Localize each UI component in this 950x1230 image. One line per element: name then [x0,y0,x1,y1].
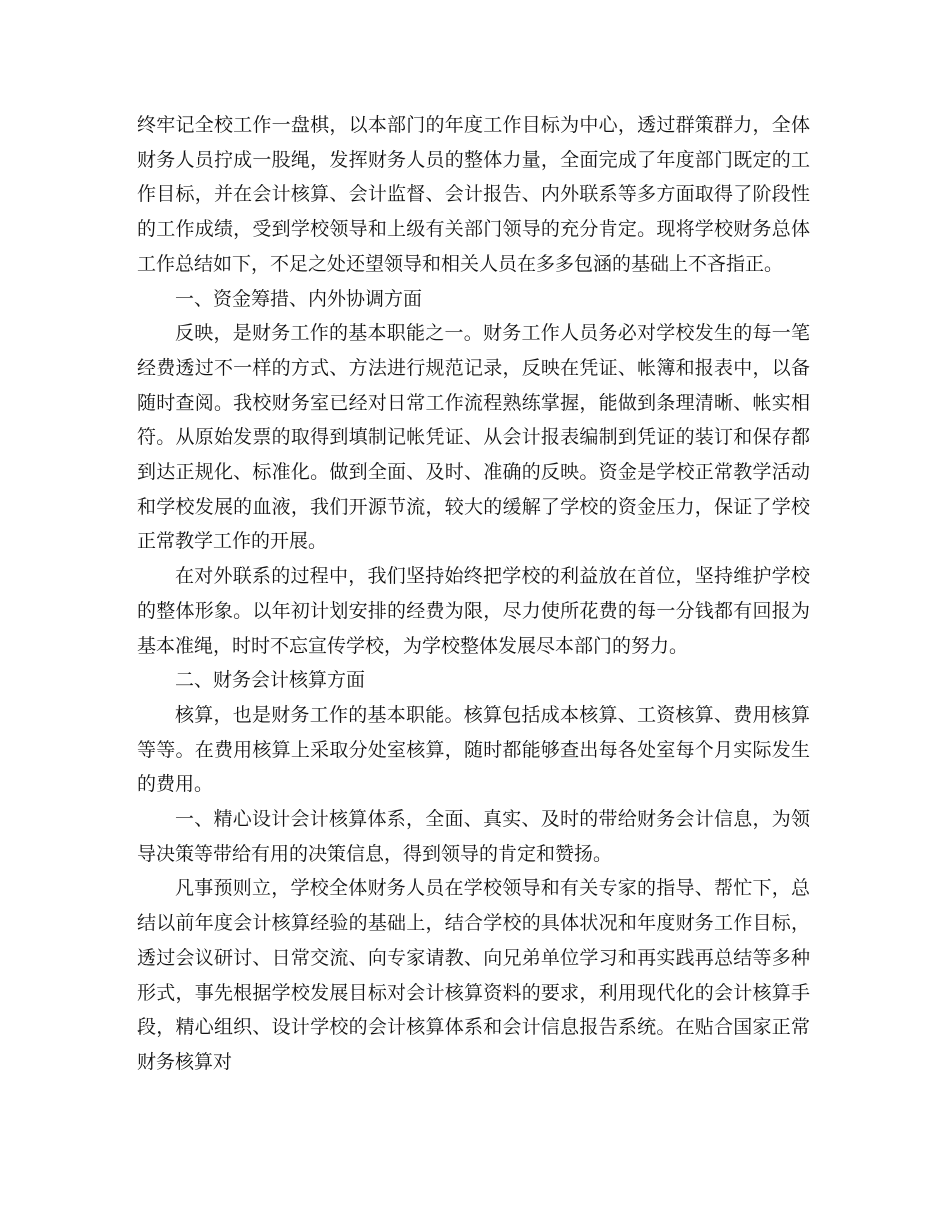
document-body [137,108,810,1080]
section-heading-funding: 一、资金筹措、内外协调方面 [175,287,423,310]
paragraph-reflection: 反映，是财务工作的基本职能之一。财务工作人员务必对学校发生的每一笔经费透过不一样的方式、方法进行规范记录，反映在凭证、帐簿和报表中，以备随时查阅。我校财务室已经对日常工作流程熟练掌握，能做到条理清晰、帐实相符。从原始发票的取得到填制记帐凭证、从会计报表编制到凭证的装订和保存都到达正规化、标准化。做到全面、及时、准确的反映。资金是学校正常教学活动和学校发展的血液，我们开源节流，较大的缓解了学校的资金压力，保证了学校正常教学工作的开展。 [137,322,810,553]
paragraph-accounting-system: 一、精心设计会计核算体系，全面、真实、及时的带给财务会计信息，为领导决策等带给有用的决策信息，得到领导的肯定和赞扬。 [137,808,810,865]
paragraph-planning: 凡事预则立，学校全体财务人员在学校领导和有关专家的指导、帮忙下，总结以前年度会计核算经验的基础上，结合学校的具体状况和年度财务工作目标，透过会议研讨、日常交流、向专家请教、向兄弟单位学习和再实践再总结等多种形式，事先根据学校发展目标对会计核算资料的要求，利用现代化的会计核算手段，精心组织、设计学校的会计核算体系和会计信息报告系统。在贴合国家正常财务核算对 [137,877,810,1073]
paragraph-accounting-basics: 核算，也是财务工作的基本职能。核算包括成本核算、工资核算、费用核算等等。在费用核算上采取分处室核算，随时都能够查出每各处室每个月实际发生的费用。 [137,703,810,796]
paragraph-intro-continuation: 终牢记全校工作一盘棋，以本部门的年度工作目标为中心，透过群策群力，全体财务人员拧成一股绳，发挥财务人员的整体力量，全面完成了年度部门既定的工作目标，并在会计核算、会计监督、会计报告、内外联系等多方面取得了阶段性的工作成绩，受到学校领导和上级有关部门领导的充分肯定。现将学校财务总体工作总结如下，不足之处还望领导和相关人员在多多包涵的基础上不吝指正。 [137,114,810,275]
paragraph-external-relations: 在对外联系的过程中，我们坚持始终把学校的利益放在首位，坚持维护学校的整体形象。以年初计划安排的经费为限，尽力使所花费的每一分钱都有回报为基本准绳，时时不忘宣传学校，为学校整体发展尽本部门的努力。 [137,565,810,657]
section-heading-accounting: 二、财务会计核算方面 [175,669,366,692]
